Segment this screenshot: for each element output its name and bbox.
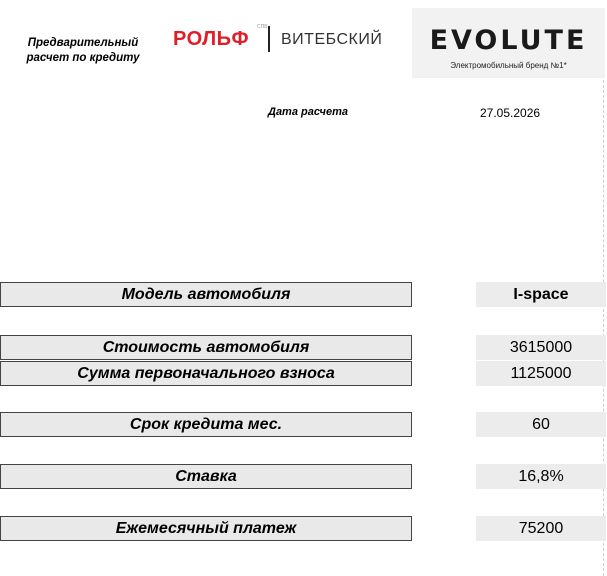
down-payment-label: Сумма первоначального взноса	[0, 361, 412, 386]
rolf-dealer-logo	[173, 24, 383, 54]
down-payment-value: 1125000	[476, 361, 606, 386]
document-title: Предварительный расчет по кредиту	[26, 37, 140, 64]
model-label: Модель автомобиля	[0, 282, 412, 307]
monthly-payment-value: 75200	[476, 516, 606, 541]
logo-divider	[268, 26, 270, 52]
car-price-value: 3615000	[476, 335, 606, 360]
monthly-payment-label: Ежемесячный платеж	[0, 516, 412, 541]
rolf-superscript: СПБ	[257, 24, 268, 30]
rolf-branch-text: ВИТЕБСКИЙ	[281, 31, 383, 48]
sheet-gridline	[603, 80, 604, 576]
loan-term-value: 60	[476, 412, 606, 437]
calculation-date-label: Дата расчета	[268, 106, 348, 118]
interest-rate-label: Ставка	[0, 464, 412, 489]
model-value: I-space	[476, 282, 606, 307]
evolute-brand-logo	[412, 8, 605, 78]
rolf-brand-text: РОЛЬФ	[173, 28, 250, 50]
evolute-tagline: Электромобильный бренд №1*	[450, 61, 567, 70]
interest-rate-value: 16,8%	[476, 464, 606, 489]
loan-term-label: Срок кредита мес.	[0, 412, 412, 437]
calculation-date-value: 27.05.2026	[480, 106, 541, 120]
car-price-label: Стоимость автомобиля	[0, 335, 412, 360]
evolute-wordmark: EVOLUTE	[429, 25, 588, 56]
